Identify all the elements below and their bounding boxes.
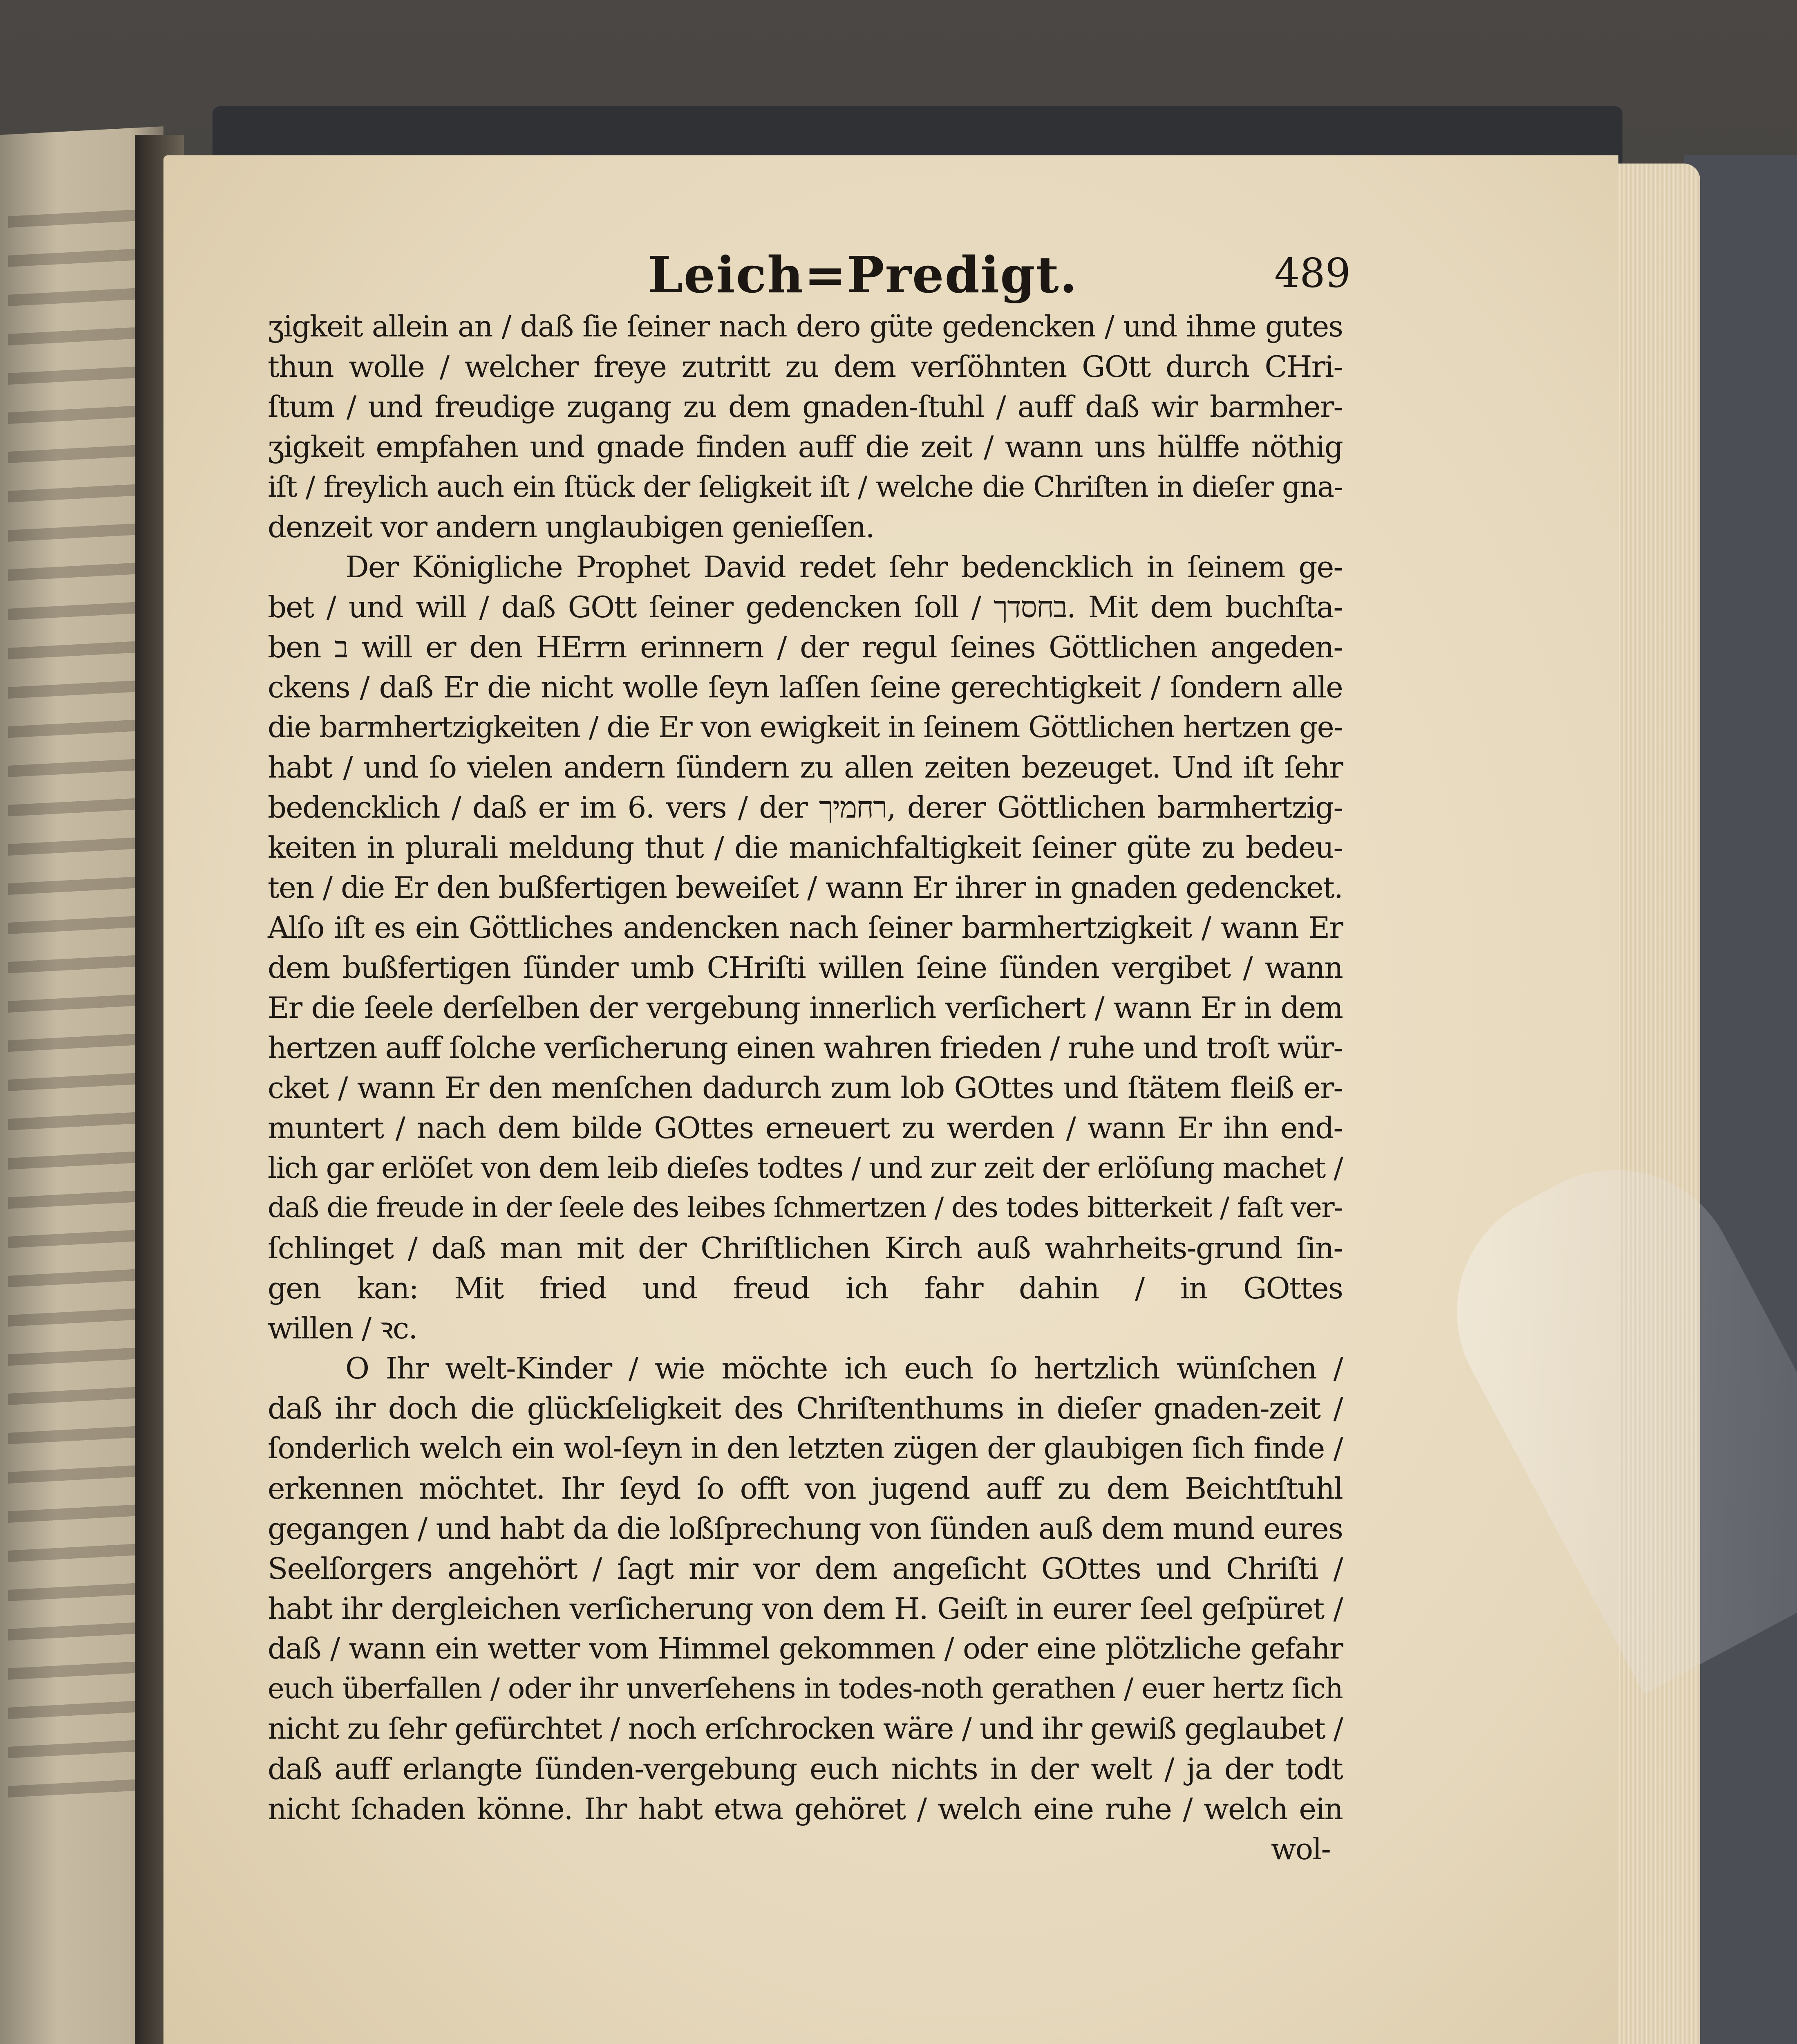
text-line: erkennen möchtet. Ihr ſeyd ſo offt von jugend auff zu dem Beichtſtuhl [268, 1471, 1343, 1506]
book-cover-right [1684, 155, 1797, 2044]
text-line: dem bußfertigen ſünder umb CHriſti willen ſeine ſünden vergibet / wann [268, 950, 1343, 985]
text-line: lich gar erlöſet von dem leib dieſes todtes / und zur zeit der erlöſung machet / [268, 1151, 1343, 1185]
text-line: daß ihr doch die glückſeligkeit des Chriſtenthums in dieſer gnaden-zeit / [268, 1391, 1343, 1425]
text-line: Er die ſeele derſelben der vergebung innerlich verſichert / wann Er in dem [268, 991, 1343, 1025]
text-line: ten / die Er den bußfertigen beweiſet / wann Er ihrer in gnaden gedencket. [268, 870, 1343, 905]
text-line: bedencklich / daß er im 6. vers / der רחמיך, derer Göttlichen barmhertzig- [268, 790, 1343, 825]
text-line: Alſo iſt es ein Göttliches andencken nach ſeiner barmhertzigkeit / wann Er [268, 910, 1343, 945]
text-line: ſtum / und freudige zugang zu dem gnaden-ſtuhl / auff daß wir barmher- [268, 390, 1343, 424]
text-line: willen / ꝛc. [268, 1311, 417, 1345]
text-line: daß / wann ein wetter vom Himmel gekommen / oder eine plötzliche gefahr [268, 1632, 1343, 1665]
text-line: keiten in plurali meldung thut / die manichfaltigkeit ſeiner güte zu bedeu- [268, 830, 1343, 865]
page-header [268, 245, 1351, 307]
text-line: daß die freude in der ſeele des leibes ſchmertzen / des todes bitterkeit / faſt ver- [268, 1192, 1343, 1224]
text-line: ʒigkeit allein an / daß ſie ſeiner nach dero güte gedencken / und ihme gutes [268, 309, 1343, 343]
running-title: Leich=Predigt. [648, 245, 1078, 304]
text-line: ſchlinget / daß man mit der Chriſtlichen Kirch auß wahrheits-grund ſin- [268, 1231, 1343, 1265]
page-text-block [268, 245, 1351, 1869]
text-line: euch überfallen / oder ihr unverſehens in todes-noth gerathen / euer hertz ſich [268, 1672, 1343, 1705]
left-page-text-shadow [8, 209, 147, 1811]
text-line: muntert / nach dem bilde GOttes erneuert zu werden / wann Er ihn end- [268, 1111, 1343, 1145]
text-line: O Ihr welt-Kinder / wie möchte ich euch ſo hertzlich wünſchen / [345, 1351, 1343, 1385]
text-line: nicht ſchaden könne. Ihr habt etwa gehöret / welch eine ruhe / welch ein [268, 1792, 1343, 1826]
text-line: die barmhertzigkeiten / die Er von ewigkeit in ſeinem Göttlichen hertzen ge- [268, 710, 1343, 744]
text-line: bet / und will / daß GOtt ſeiner gedencken ſoll / בחסדך. Mit dem buchſta- [268, 590, 1343, 624]
text-line: habt ihr dergleichen verſicherung von dem H. Geiſt in eurer ſeel geſpüret / [268, 1591, 1343, 1626]
text-line: hertzen auff ſolche verſicherung einen wahren frieden / ruhe und troſt wür- [268, 1031, 1343, 1065]
text-line: ſonderlich welch ein wol-ſeyn in den letzten zügen der glaubigen ſich finde / [268, 1431, 1343, 1465]
body-text [268, 307, 1343, 1869]
text-line: denzeit vor andern unglaubigen genieſſen. [268, 510, 874, 544]
page-edges [1606, 164, 1700, 2044]
text-line: gegangen / und habt da die loßſprechung von ſünden auß dem mund eures [268, 1511, 1343, 1546]
text-line: Seelſorgers angehört / ſagt mir vor dem angeſicht GOttes und Chriſti / [268, 1551, 1343, 1586]
text-line: ckens / daß Er die nicht wolle ſeyn laſſen ſeine gerechtigkeit / ſondern alle [268, 670, 1343, 704]
text-line: cket / wann Er den menſchen dadurch zum lob GOttes und ſtätem fleiß er- [268, 1071, 1343, 1105]
text-line: Der Königliche Prophet David redet ſehr bedencklich in ſeinem ge- [345, 550, 1343, 584]
page-number: 489 [1274, 250, 1351, 297]
text-line: daß auff erlangte ſünden-vergebung euch nichts in der welt / ja der todt [268, 1752, 1343, 1786]
text-line: ʒigkeit empfahen und gnade finden auff die zeit / wann uns hülffe nöthig [268, 430, 1343, 464]
text-line: nicht zu ſehr gefürchtet / noch erſchrocken wäre / und ihr gewiß geglaubet / [268, 1712, 1343, 1746]
text-line: thun wolle / welcher freye zutritt zu dem verſöhnten GOtt durch CHri- [268, 350, 1343, 384]
text-line: habt / und ſo vielen andern ſündern zu allen zeiten bezeuget. Und iſt ſehr [268, 750, 1343, 784]
catchword: wol- [1271, 1832, 1330, 1866]
text-line: gen kan: Mit fried und freud ich fahr dahin / in GOttes [268, 1271, 1343, 1305]
text-line: iſt / freylich auch ein ſtück der ſeligkeit iſt / welche die Chriſten in dieſer gna- [268, 470, 1343, 504]
text-line: ben ב will er den HErrn erinnern / der regul ſeines Göttlichen angeden- [268, 630, 1343, 664]
